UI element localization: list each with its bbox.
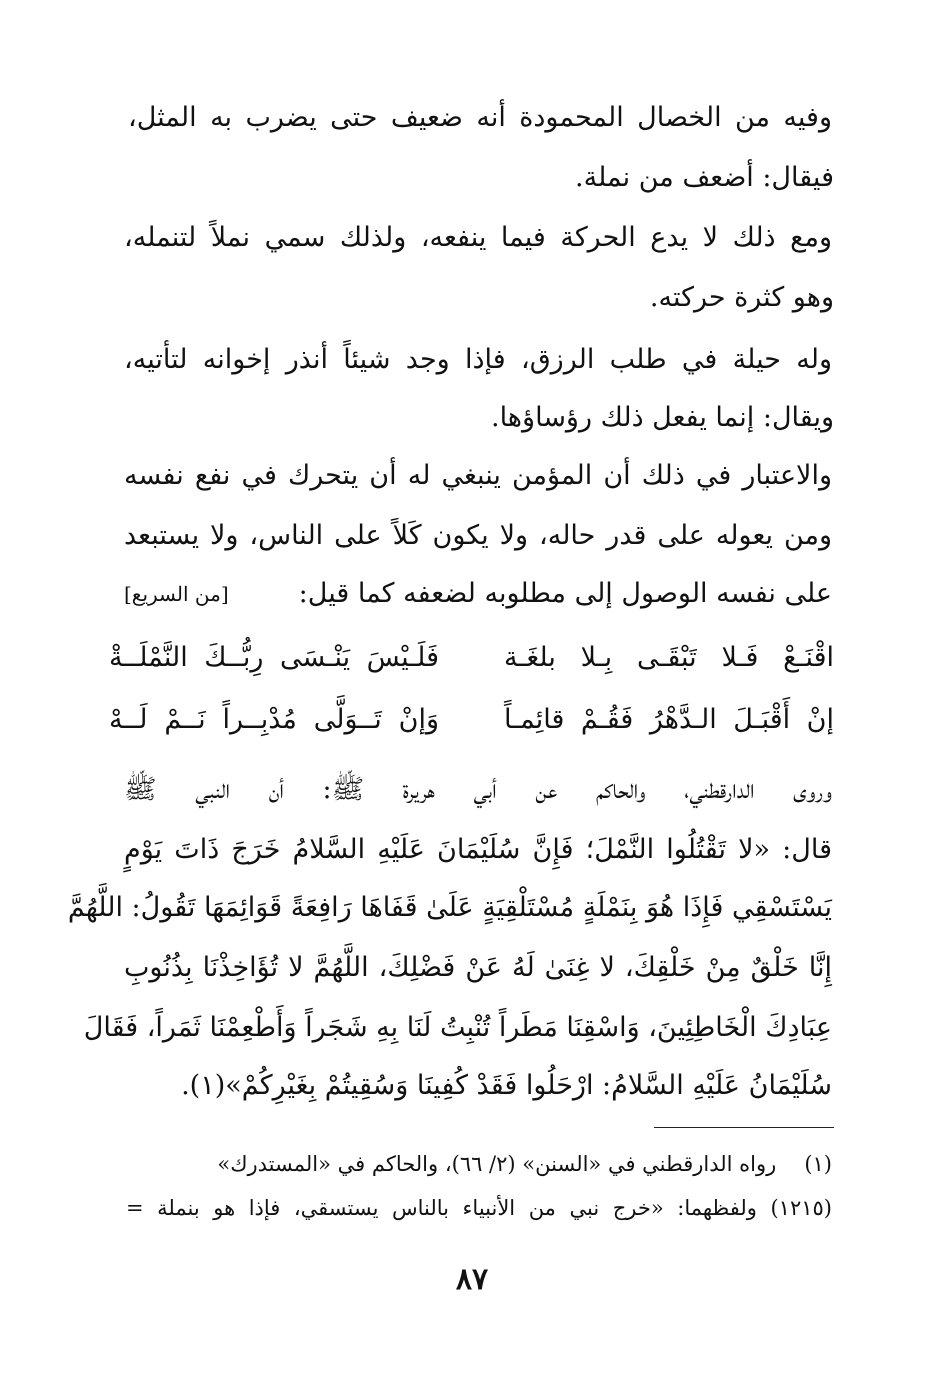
verse-2-second-hemistich: وَإنْ تَــوَلَّى مُدْبِــراً نَــمْ لَــهْ xyxy=(109,704,439,735)
text-line-4: وهو كثرة حركته. xyxy=(649,282,834,313)
text-line-9 xyxy=(124,574,832,614)
text-line-3: ومع ذلك لا يدع الحركة فيما ينفعه، ولذلك سمي نملاً لتنمله، xyxy=(124,222,832,253)
text-line-5: وله حيلة في طلب الرزق، فإذا وجد شيئاً أنذر إخوانه لتأتيه، xyxy=(124,344,832,375)
hadith-line-6: سُلَيْمَانُ عَلَيْهِ السَّلامُ: ارْحَلُوا فَقَدْ كُفِينَا وَسُقِيتُمْ بِغَيْرِكُمْ»(١). xyxy=(181,1070,832,1101)
hadith-line-5: عِبَادِكَ الْخَاطِئِينَ، وَاسْقِنَا مَطَراً تُنْبِتُ لَنَا بِهِ شَجَراً وَأَطْعِمْنَا ثَمَراً، فَقَالَ xyxy=(83,1012,832,1043)
footnote-number: (١) xyxy=(804,1152,832,1176)
poetic-meter-label: [من السريع] xyxy=(124,582,229,606)
text-line-7: والاعتبار في ذلك أن المؤمن ينبغي له أن يتحرك في نفع نفسه xyxy=(124,460,832,491)
text-line-2: فيقال: أضعف من نملة. xyxy=(575,162,834,193)
footnote-divider xyxy=(654,1127,834,1128)
page-number: ٨٧ xyxy=(455,1262,489,1297)
hadith-line-2: قال: «لا تَقْتُلُوا النَّمْلَ؛ فَإِنَّ سُلَيْمَانَ عَلَيْهِ السَّلامُ خَرَجَ ذَاتَ يَوْمٍ xyxy=(124,834,832,865)
hadith-line-4: إِنَّا خَلْقٌ مِنْ خَلْقِكَ، لا غِنَىٰ لَهُ عَنْ فَضْلِكَ، اللَّهُمَّ لا تُؤَاخِذْنَا بِذُنُوبِ xyxy=(124,952,832,983)
footnote-line-1 xyxy=(126,1148,832,1180)
verse-1-second-hemistich: فَلَـيْسَ يَنْـسَى رِبُّــكَ النَّمْلَــةْ xyxy=(109,642,439,673)
footnote-text-1: رواه الدارقطني في «السنن» (٢/ ٦٦)، والحاكم في «المستدرك» xyxy=(217,1152,777,1176)
intro-text: على نفسه الوصول إلى مطلوبه لضعفه كما قيل: xyxy=(298,578,832,609)
text-line-6: ويقال: إنما يفعل ذلك رؤساؤها. xyxy=(491,402,834,433)
footnote-line-2: (١٢١٥) ولفظهما: «خرج نبي من الأنبياء بالناس يستسقي، فإذا هو بنملة = xyxy=(126,1196,832,1220)
verse-2-first-hemistich: إنْ أَقْبَـلَ الـدَّهْرُ فَقُـمْ قائِمـاً xyxy=(504,704,834,735)
verse-1-first-hemistich: اقْنَـعْ فَـلا تَبْقَـى بِـلا بلغَـة xyxy=(504,642,834,673)
text-line-1: وفيه من الخصال المحمودة أنه ضعيف حتى يضرب به المثل، xyxy=(128,102,832,133)
hadith-line-1: وروى الدارقطني، والحاكم عن أبي هريرة ﷺ: أن النبي ﷺ xyxy=(124,774,832,805)
text-line-8: ومن يعوله على قدر حاله، ولا يكون كَلاً على الناس، ولا يستبعد xyxy=(124,520,832,551)
hadith-line-3: يَسْتَسْقِي فَإِذَا هُوَ بِنَمْلَةٍ مُسْتَلْقِيَةٍ عَلَىٰ قَفَاهَا رَافِعَةً قَوَائِمَهَا تَقُولُ: اللَّهُمَّ xyxy=(67,892,832,923)
